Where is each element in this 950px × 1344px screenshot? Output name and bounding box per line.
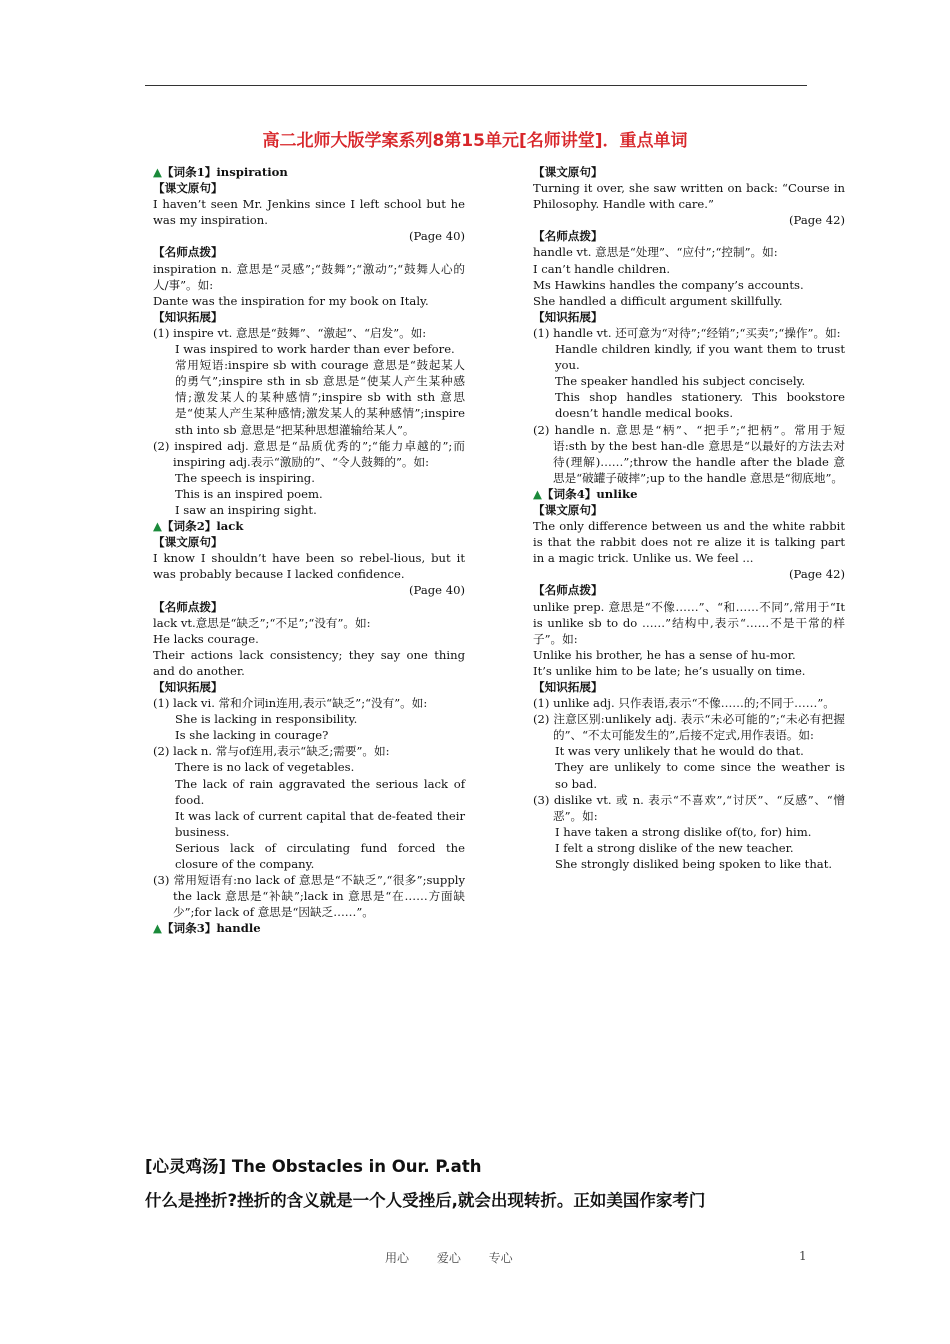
example-sentence: Is she lacking in courage? bbox=[175, 728, 329, 743]
numbered-item: (3) 常用短语有:no lack of 意思是“不缺乏”,“很多”;supply the lack 意思是“补缺”;lack in 意思是“在……方面缺少”;for lack of 意思是“因缺乏……”。 bbox=[153, 873, 465, 920]
section-heading: 【知识拓展】 bbox=[533, 309, 603, 324]
section-heading: 【课文原句】 bbox=[533, 502, 603, 517]
example-sentence: The speech is inspiring. bbox=[175, 470, 315, 485]
example-sentence: Serious lack of circulating fund forced the closure of the company. bbox=[175, 840, 465, 872]
paragraph: Their actions lack consistency; they say one thing and do another. bbox=[153, 647, 465, 678]
numbered-item: (2) lack n. 常与of连用,表示“缺乏;需要”。如: bbox=[153, 744, 390, 759]
section-heading: 【名师点拨】 bbox=[533, 583, 603, 598]
example-sentence: This is an inspired poem. bbox=[175, 486, 323, 501]
paragraph: He lacks courage. bbox=[153, 631, 259, 646]
triangle-icon: ▲ bbox=[153, 165, 162, 179]
numbered-item: (1) inspire vt. 意思是“鼓舞”、“激起”、“启发”。如: bbox=[153, 325, 427, 340]
paragraph: handle vt. 意思是“处理”、“应付”;“控制”。如: bbox=[533, 245, 778, 260]
section-heading: 【课文原句】 bbox=[153, 181, 223, 196]
example-sentence: It was very unlikely that he would do that. bbox=[555, 744, 804, 759]
example-sentence: The speaker handled his subject concisely. bbox=[555, 374, 806, 389]
section-heading: 【知识拓展】 bbox=[153, 309, 223, 324]
paragraph: Dante was the inspiration for my book on Italy. bbox=[153, 293, 429, 308]
example-sentence: She strongly disliked being spoken to like that. bbox=[555, 857, 833, 872]
example-sentence: There is no lack of vegetables. bbox=[175, 760, 355, 775]
paragraph: unlike prep. 意思是“不像……”、“和……不同”,常用于“It is unlike sb to do ……”结构中,表示“……不是干常的样子”。如: bbox=[533, 599, 845, 646]
paragraph: It’s unlike him to be late; he’s usually on time. bbox=[533, 663, 806, 678]
paragraph: Turning it over, she saw written on back: “Course in Philosophy. Handle with care.” bbox=[533, 181, 845, 212]
section-heading: 【知识拓展】 bbox=[533, 680, 603, 694]
numbered-item: (1) handle vt. 还可意为“对待”;“经销”;“买卖”;“操作”。如: bbox=[533, 325, 841, 340]
left-column bbox=[153, 164, 465, 937]
example-sentence: I felt a strong dislike of the new teacher. bbox=[555, 840, 794, 855]
example-sentence: They are unlikely to come since the weather is so bad. bbox=[555, 760, 845, 791]
triangle-icon: ▲ bbox=[153, 921, 162, 936]
right-column bbox=[533, 164, 845, 872]
entry-heading bbox=[153, 920, 465, 936]
example-sentence: 常用短语:inspire sb with courage 意思是“鼓起某人的勇气”;inspire sth in sb 意思是“使某人产生某种感情;激发某人的某种感情”;inspire sb with sth 意思是“使某人产生某种感情;激发某人的某种感情”;inspire sth into sb 意思是“把某种思想灌输给某人”。 bbox=[175, 358, 465, 437]
triangle-icon: ▲ bbox=[153, 519, 162, 534]
paragraph: inspiration n. 意思是“灵感”;“鼓舞”;“激动”;“鼓舞人心的人/事”。如: bbox=[153, 261, 465, 292]
numbered-item: (2) handle n. 意思是“柄”、“把手”;“把柄”。常用于短语:sth by the best han-dle 意思是“以最好的方法去对待(理解)……”;throw the handle after the blade 意思是“破罐子破摔”;up to the handle 意思是“彻底地”。 bbox=[533, 422, 845, 485]
example-sentence: I have taken a strong dislike of(to, for) him. bbox=[555, 824, 812, 839]
entry-heading bbox=[153, 164, 465, 180]
paragraph: Ms Hawkins handles the company’s accounts. bbox=[533, 277, 804, 292]
example-sentence: Handle children kindly, if you want them to trust you. bbox=[555, 342, 845, 373]
paragraph: She handled a difficult argument skillfully. bbox=[533, 293, 783, 308]
page-reference: (Page 40) bbox=[409, 229, 465, 244]
section-heading: 【课文原句】 bbox=[153, 535, 223, 550]
example-sentence: It was lack of current capital that de-feated their business. bbox=[175, 808, 465, 839]
numbered-item: (3) dislike vt. 或 n. 表示“不喜欢”,“讨厌”、“反感”、“憎恶”。如: bbox=[533, 792, 845, 823]
example-sentence: I saw an inspiring sight. bbox=[175, 502, 317, 517]
entry-label: 【词条3】handle bbox=[161, 921, 261, 936]
page-reference: (Page 40) bbox=[409, 583, 465, 598]
paragraph: The only difference between us and the white rabbit is that the rabbit does not re alize it is talking part in a magic trick. Unlike us. We feel ... bbox=[533, 519, 845, 566]
page-reference: (Page 42) bbox=[789, 567, 845, 582]
section-heading: 【名师点拨】 bbox=[153, 599, 223, 614]
numbered-item: (2) inspired adj. 意思是“品质优秀的”;“能力卓越的”;而inspiring adj.表示“激励的”、“令人鼓舞的”。如: bbox=[153, 438, 465, 469]
entry-heading bbox=[153, 518, 465, 534]
page-title: 高二北师大版学案系列8第15单元[名师讲堂]．重点单词 bbox=[262, 131, 688, 151]
triangle-icon: ▲ bbox=[533, 486, 542, 501]
paragraph: Unlike his brother, he has a sense of hu-mor. bbox=[533, 647, 796, 662]
entry-label: 【词条2】lack bbox=[161, 519, 244, 534]
example-sentence: This shop handles stationery. This bookstore doesn’t handle medical books. bbox=[555, 390, 845, 421]
paragraph: I know I shouldn’t have been so rebel-lious, but it was probably because I lacked confidence. bbox=[153, 551, 465, 582]
soup-text: 什么是挫折?挫折的含义就是一个人受挫后,就会出现转折。正如美国作家考门 bbox=[145, 1191, 706, 1210]
page-number: 1 bbox=[799, 1249, 807, 1263]
soup-heading: [心灵鸡汤] The Obstacles in Our. P.ath bbox=[145, 1157, 482, 1176]
paragraph: I haven’t seen Mr. Jenkins since I left school but he was my inspiration. bbox=[153, 197, 465, 228]
section-heading: 【知识拓展】 bbox=[153, 680, 223, 694]
example-sentence: I was inspired to work harder than ever before. bbox=[175, 342, 455, 357]
numbered-item: (1) lack vi. 常和介词in连用,表示“缺乏”;“没有”。如: bbox=[153, 696, 428, 711]
entry-label: 【词条1】inspiration bbox=[161, 165, 288, 179]
numbered-item: (1) unlike adj. 只作表语,表示“不像……的;不同于……”。 bbox=[533, 696, 835, 711]
page-reference: (Page 42) bbox=[789, 213, 845, 228]
section-heading: 【名师点拨】 bbox=[533, 229, 603, 244]
example-sentence: The lack of rain aggravated the serious lack of food. bbox=[175, 776, 465, 807]
paragraph: I can’t handle children. bbox=[533, 261, 671, 276]
paragraph: lack vt.意思是“缺乏”;“不足”;“没有”。如: bbox=[153, 615, 371, 630]
example-sentence: She is lacking in responsibility. bbox=[175, 712, 358, 727]
entry-label: 【词条4】unlike bbox=[541, 486, 638, 501]
section-heading: 【名师点拨】 bbox=[153, 245, 223, 260]
footer-text: 用心 爱心 专心 bbox=[385, 1251, 513, 1265]
header-rule bbox=[145, 85, 807, 86]
section-heading: 【课文原句】 bbox=[533, 165, 603, 179]
entry-heading bbox=[533, 486, 845, 502]
numbered-item: (2) 注意区别:unlikely adj. 表示“未必可能的”;“未必有把握的”、“不太可能发生的”,后接不定式,用作表语。如: bbox=[533, 712, 845, 743]
